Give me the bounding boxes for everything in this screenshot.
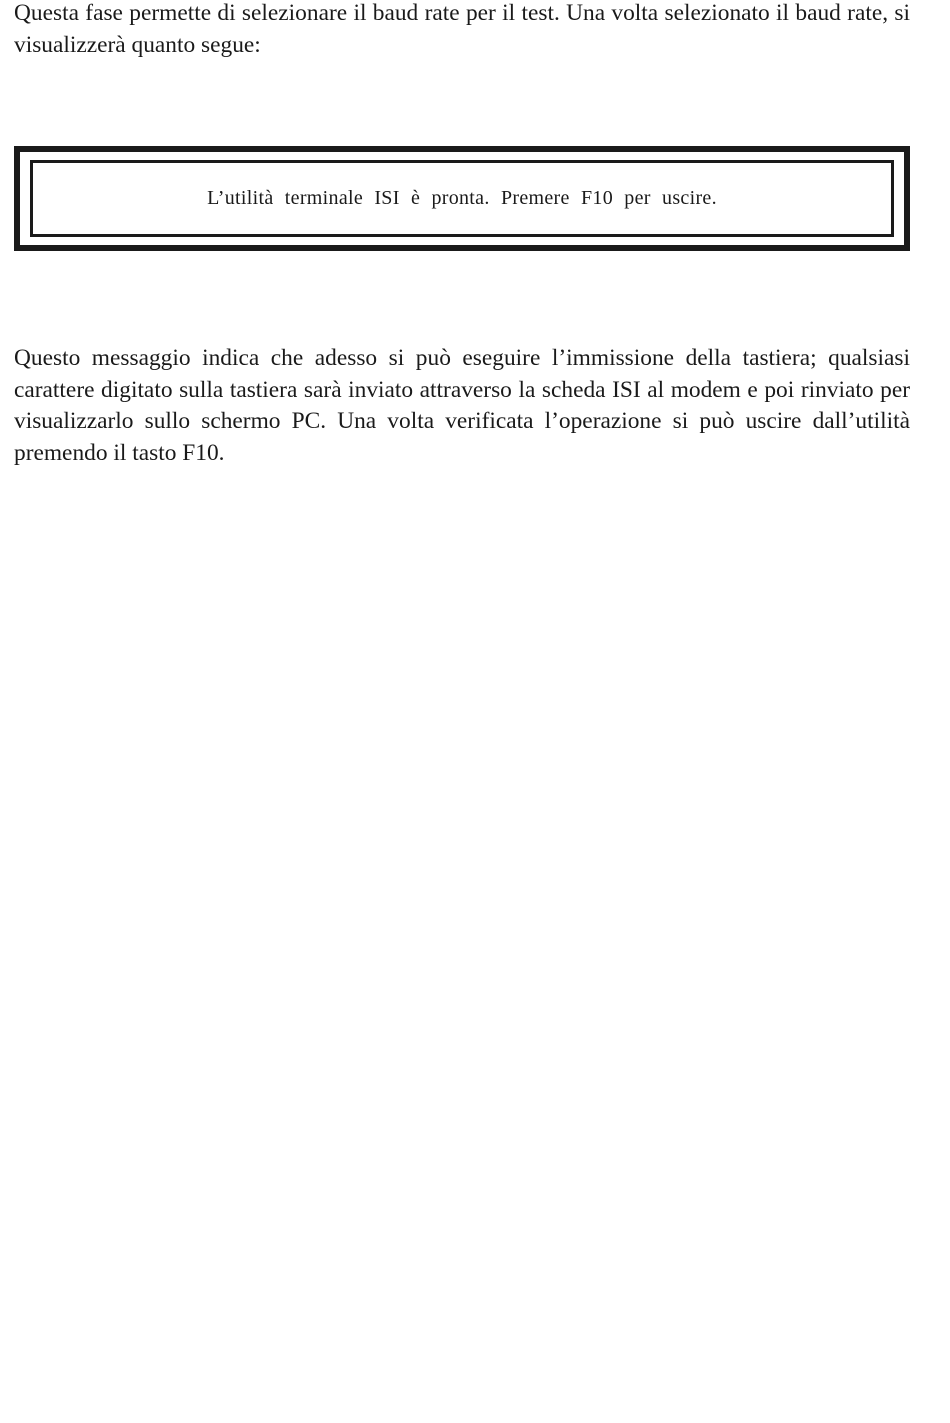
terminal-ready-message: L’utilità terminale ISI è pronta. Premere F10 per uscire.: [207, 187, 717, 209]
body-paragraph: Questo messaggio indica che adesso si può eseguire l’immissione della tastiera; qualsiasi carattere digitato sulla tastiera sarà inviato attraverso la scheda ISI al modem e poi rinviato per visualizzarlo sullo schermo PC. Una volta verificata l’operazione si può uscire dall’utilità premendo il tasto F10.: [14, 345, 910, 466]
terminal-message-inner-frame: [30, 160, 894, 237]
intro-paragraph: Questa fase permette di selezionare il baud rate per il test. Una volta selezionato il baud rate, si visualizzerà quanto segue:: [14, 0, 910, 58]
terminal-message-box: [14, 146, 910, 251]
